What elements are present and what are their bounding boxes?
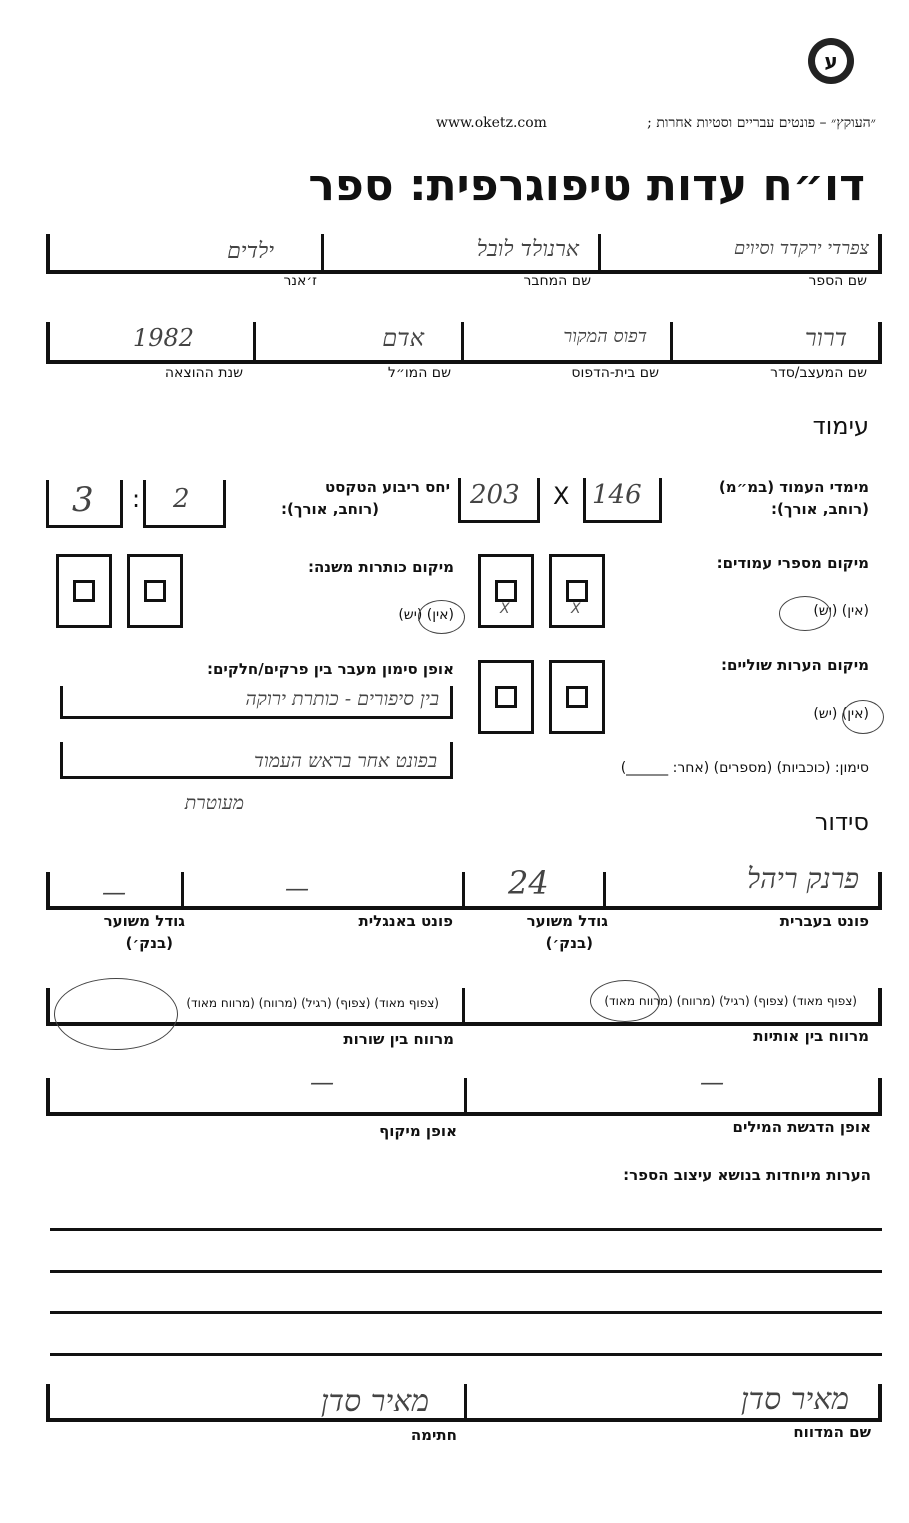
signature-label: חתימה (410, 1426, 457, 1444)
notes-line-3[interactable] (50, 1311, 882, 1314)
genre-value: ילדים (227, 239, 274, 264)
english-font-value: — (285, 874, 309, 902)
marking-label: סימון: (כוכביות) (מספרים) (אחר: ______) (620, 760, 869, 776)
dims-height-value: 203 (470, 480, 520, 510)
ratio-label-2: (רוחב, אורך): (280, 500, 379, 518)
page-numbers-label: מיקום מספרי עמודים: (716, 554, 869, 572)
tagline: ״העוקץ״ – פונטים עבריים וסטיות אחרות ; (647, 115, 876, 131)
justification-label: אופן מיקוף (379, 1122, 457, 1140)
reporter-value: מאיר סדן (740, 1382, 849, 1417)
emphasis-value: — (700, 1068, 724, 1096)
subheadings-label: מיקום כותרות משנה: (307, 558, 454, 576)
notes-line-2[interactable] (50, 1270, 882, 1273)
subheadings-options: (אין) (יש) (398, 607, 454, 623)
english-size-label-2: (בנק׳) (125, 934, 173, 952)
letter-spacing-options: (צפוף מאוד) (צפוף) (רגיל) (מרווח) (מרווח מאוד) (604, 994, 857, 1008)
year-value: 1982 (132, 324, 194, 352)
transition-label: אופן סימון מעבר בין פרקים/חלקים: (206, 660, 454, 678)
notes-line-1[interactable] (50, 1228, 882, 1231)
book-name-value: צפרדי ירקדד וסיוים (733, 238, 869, 259)
page-title: דו״ח עדות טיפוגרפית: ספר (308, 160, 865, 211)
hebrew-size-label-2: (בנק׳) (545, 934, 593, 952)
page-numbers-box-left[interactable]: X (478, 554, 534, 628)
author-label: שם המחבר (523, 273, 591, 289)
english-font-label: פונט באנגלית (358, 912, 453, 930)
letter-spacing-label: מרווח בין אותיות (753, 1027, 869, 1045)
year-label: שנת ההוצאה (164, 365, 243, 381)
hebrew-font-value: פרנק ריהל (746, 862, 859, 895)
page-section-title: עימוד (812, 412, 869, 440)
letter-spacing-circle (590, 980, 660, 1022)
subheadings-box-right[interactable] (127, 554, 183, 628)
ratio-height-value: 3 (72, 480, 94, 520)
typesetting-title: סידור (814, 808, 869, 836)
emphasis-label: אופן הדגשת המילים (732, 1118, 871, 1136)
line-spacing-label: מרווח בין שורות (343, 1030, 454, 1048)
logo-letter: ע (815, 45, 847, 77)
hebrew-font-label: פונט בעברית (779, 912, 869, 930)
footnotes-box-left[interactable] (478, 660, 534, 734)
ratio-sep: : (132, 485, 141, 513)
printer-label: שם בית-הדפוס (571, 365, 659, 381)
line-spacing-options: (צפוף מאוד) (צפוף) (רגיל) (מרווח) (מרווח מאוד) (186, 996, 439, 1010)
ratio-label-1: יחס ריבוע הטקסט (324, 478, 450, 496)
publisher-label: שם המו״ל (387, 365, 451, 381)
tagline-row (436, 115, 876, 135)
footnotes-circle (842, 700, 884, 734)
transition-value-2: בפונט אחר בראש העמוד (254, 750, 437, 772)
dims-x: X (553, 482, 570, 510)
hebrew-size-label-1: גודל משוער (526, 912, 608, 930)
subheadings-circle (418, 600, 465, 634)
page-numbers-options: (אין) (יש) (813, 603, 869, 619)
footnotes-box-right[interactable] (549, 660, 605, 734)
logo (808, 38, 854, 84)
justification-value: — (310, 1068, 334, 1096)
notes-label: הערות מיוחדות בנושא עיצוב הספר: (623, 1166, 871, 1184)
designer-value: דרור (804, 324, 847, 352)
transition-value-3: מעוטרת (184, 792, 244, 814)
english-size-label-1: גודל משוער (103, 912, 185, 930)
dims-width-value: 146 (592, 480, 642, 510)
page-numbers-box-right[interactable]: X (549, 554, 605, 628)
transition-value-1: בין סיפורים - כותרת ירוקה (245, 688, 439, 710)
book-name-label: שם הספר (808, 273, 867, 289)
publisher-value: אדם (382, 324, 424, 352)
genre-label: ז׳אנר (283, 273, 317, 289)
designer-label: שם המעצב/סדר (770, 365, 867, 381)
footnotes-options: (אין) (יש) (813, 706, 869, 722)
dims-label-2: (רוחב, אורך): (770, 500, 869, 518)
signature-value: מאיר סדן (320, 1384, 429, 1419)
reporter-label: שם המדווח (793, 1423, 871, 1441)
dims-label-1: מימדי העמוד (במ״מ) (718, 478, 869, 496)
printer-value: דפוס המקור (563, 326, 647, 347)
author-value: ארנולד לובל (476, 237, 579, 262)
hebrew-size-value: 24 (508, 864, 549, 902)
page-numbers-circle (779, 596, 831, 631)
line-spacing-circle (54, 978, 178, 1050)
subheadings-box-left[interactable] (56, 554, 112, 628)
footnotes-label: מיקום הערות שוליים: (721, 656, 869, 674)
ratio-width-value: 2 (173, 484, 190, 514)
site-url[interactable]: www.oketz.com (436, 115, 547, 131)
english-size-value: — (102, 878, 126, 906)
notes-line-4[interactable] (50, 1353, 882, 1356)
